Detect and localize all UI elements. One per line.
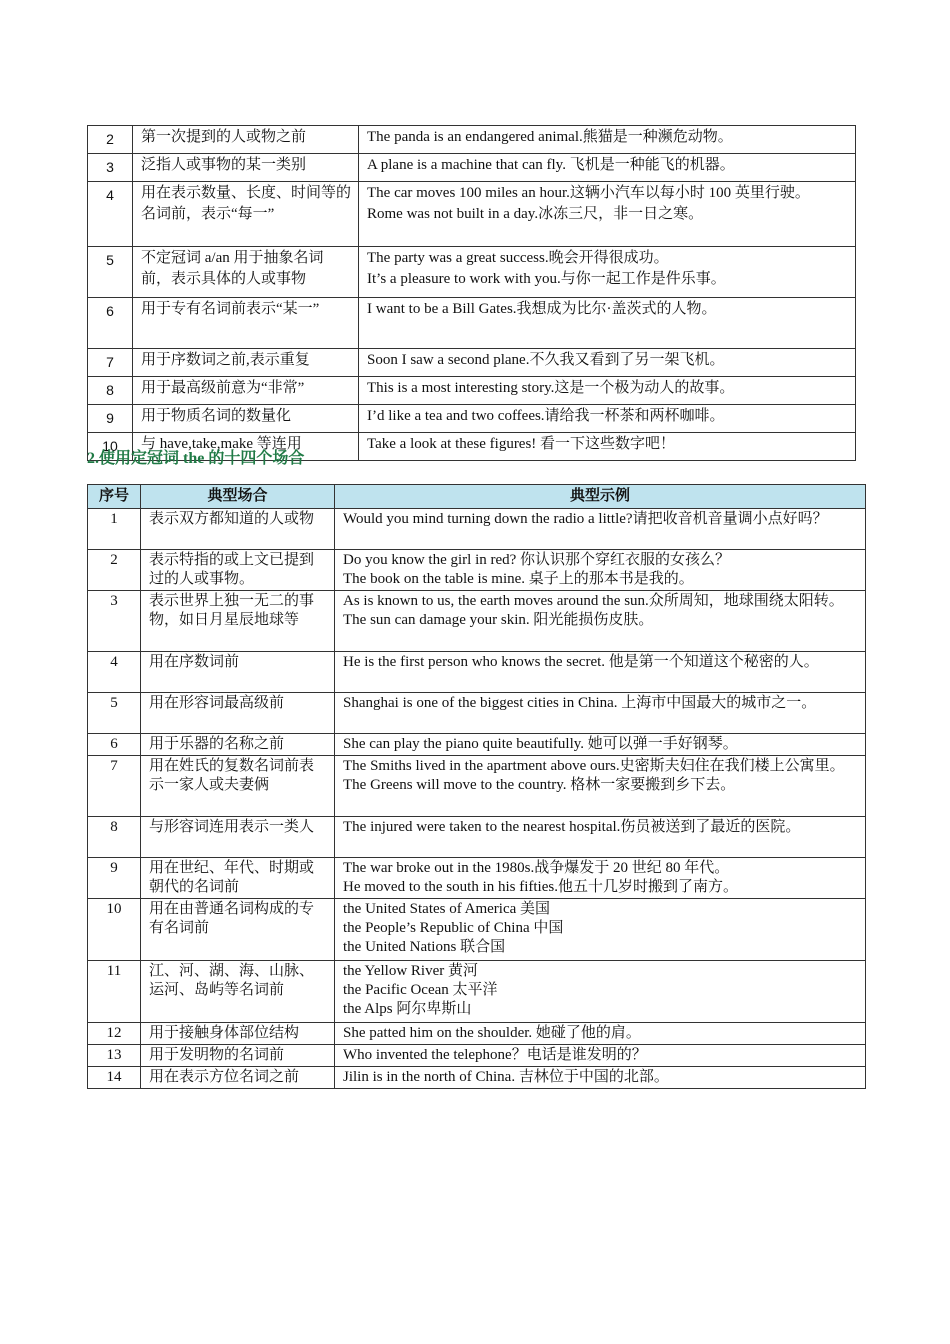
example-cell (335, 1023, 866, 1045)
example-cell (359, 126, 856, 154)
example-cell (335, 550, 866, 591)
row-number: 9 (88, 858, 141, 899)
row-number: 5 (88, 693, 141, 734)
example-cell (335, 756, 866, 817)
header-usage: 典型场合 (141, 485, 335, 509)
row-number: 1 (88, 509, 141, 550)
table-row (88, 377, 856, 405)
example-cell (359, 405, 856, 433)
usage-cell: 用于接触身体部位结构 (141, 1023, 335, 1045)
example-line: The injured were taken to the nearest hospital.伤员被送到了最近的医院。 (343, 819, 801, 835)
example-line: The sun can damage your skin. 阳光能损伤皮肤。 (343, 612, 654, 628)
row-number: 2 (88, 126, 133, 154)
row-number: 4 (88, 182, 133, 247)
row-number: 5 (88, 247, 133, 298)
example-line: She can play the piano quite beautifully. 她可以弹一手好钢琴。 (343, 736, 738, 752)
table-row (88, 961, 866, 1023)
table-row (88, 1045, 866, 1067)
row-number: 10 (88, 899, 141, 961)
row-number: 6 (88, 298, 133, 349)
usage-cell: 用在由普通名词构成的专有名词前 (141, 899, 335, 961)
table-row (88, 858, 866, 899)
example-line: Would you mind turning down the radio a little?请把收音机音量调小点好吗？ (343, 511, 828, 527)
header-examples: 典型示例 (335, 485, 866, 509)
table-row (88, 247, 856, 298)
example-cell (359, 349, 856, 377)
row-number: 7 (88, 349, 133, 377)
usage-cell: 用在姓氏的复数名词前表示一家人或夫妻俩 (141, 756, 335, 817)
table-row (88, 509, 866, 550)
example-cell (359, 298, 856, 349)
usage-cell: 用在世纪、年代、时期或朝代的名词前 (141, 858, 335, 899)
example-line: the United Nations 联合国 (343, 939, 506, 955)
table-row (88, 899, 866, 961)
table-row (88, 154, 856, 182)
table-row (88, 298, 856, 349)
example-line: The war broke out in the 1980s.战争爆发于 20 世纪 80 年代。 (343, 860, 730, 876)
table-row (88, 591, 866, 652)
table-row (88, 756, 866, 817)
example-cell (335, 961, 866, 1023)
example-cell (335, 734, 866, 756)
usage-cell: 用于乐器的名称之前 (141, 734, 335, 756)
example-line: The book on the table is mine. 桌子上的那本书是我的。 (343, 571, 694, 587)
example-line: This is a most interesting story.这是一个极为动人的故事。 (367, 380, 735, 396)
row-number: 9 (88, 405, 133, 433)
example-line: She patted him on the shoulder. 她碰了他的肩。 (343, 1025, 641, 1041)
example-cell (335, 591, 866, 652)
table-row (88, 182, 856, 247)
row-number: 7 (88, 756, 141, 817)
definite-article-table (87, 484, 866, 1089)
row-number: 8 (88, 817, 141, 858)
table-row (88, 405, 856, 433)
usage-cell: 表示双方都知道的人或物 (141, 509, 335, 550)
usage-cell: 表示特指的或上文已提到过的人或事物。 (141, 550, 335, 591)
row-number: 6 (88, 734, 141, 756)
usage-cell: 不定冠词 a/an 用于抽象名词前，表示具体的人或事物 (133, 247, 359, 298)
row-number: 14 (88, 1067, 141, 1089)
example-line: Rome was not built in a day.冰冻三尺，非一日之寒。 (367, 206, 704, 222)
usage-cell: 江、河、湖、海、山脉、运河、岛屿等名词前 (141, 961, 335, 1023)
example-line: He is the first person who knows the secret. 他是第一个知道这个秘密的人。 (343, 654, 819, 670)
example-line: the People’s Republic of China 中国 (343, 920, 564, 936)
example-cell (359, 154, 856, 182)
example-line: It’s a pleasure to work with you.与你一起工作是件乐事。 (367, 271, 726, 287)
indefinite-article-table (87, 125, 856, 461)
example-line: Who invented the telephone？电话是谁发明的？ (343, 1047, 647, 1063)
example-cell (335, 652, 866, 693)
table-row (88, 652, 866, 693)
row-number: 2 (88, 550, 141, 591)
row-number: 12 (88, 1023, 141, 1045)
usage-cell: 与形容词连用表示一类人 (141, 817, 335, 858)
table-row (88, 349, 856, 377)
example-line: A plane is a machine that can fly. 飞机是一种能飞的机器。 (367, 157, 735, 173)
example-cell (335, 509, 866, 550)
example-cell (335, 1045, 866, 1067)
usage-cell: 用于专有名词前表示“某一” (133, 298, 359, 349)
usage-cell: 与 have,take,make 等连用 (133, 433, 359, 461)
example-line: the Alps 阿尔卑斯山 (343, 1001, 472, 1017)
example-cell (359, 182, 856, 247)
example-line: I want to be a Bill Gates.我想成为比尔·盖茨式的人物。 (367, 301, 717, 317)
example-line: The car moves 100 miles an hour.这辆小汽车以每小时 100 英里行驶。 (367, 185, 810, 201)
table-row (88, 1067, 866, 1089)
table-row (88, 1023, 866, 1045)
header-row (88, 485, 866, 509)
example-cell (335, 858, 866, 899)
example-cell (335, 1067, 866, 1089)
example-line: the United States of America 美国 (343, 901, 551, 917)
row-number: 13 (88, 1045, 141, 1067)
example-line: Do you know the girl in red? 你认识那个穿红衣服的女孩么？ (343, 552, 731, 568)
example-cell (335, 899, 866, 961)
example-cell (359, 433, 856, 461)
example-cell (359, 247, 856, 298)
header-number: 序号 (88, 485, 141, 509)
row-number: 8 (88, 377, 133, 405)
example-line: As is known to us, the earth moves around the sun.众所周知，地球围绕太阳转。 (343, 593, 844, 609)
table-row (88, 734, 866, 756)
example-line: the Yellow River 黄河 (343, 963, 479, 979)
example-line: Shanghai is one of the biggest cities in China. 上海市中国最大的城市之一。 (343, 695, 817, 711)
example-line: The Greens will move to the country. 格林一家要搬到乡下去。 (343, 777, 736, 793)
row-number: 10 (88, 433, 133, 461)
example-line: Soon I saw a second plane.不久我又看到了另一架飞机。 (367, 352, 725, 368)
usage-cell: 泛指人或事物的某一类别 (133, 154, 359, 182)
usage-cell: 用于发明物的名词前 (141, 1045, 335, 1067)
example-cell (335, 693, 866, 734)
usage-cell: 用在表示数量、长度、时间等的名词前，表示“每一” (133, 182, 359, 247)
example-line: Take a look at these figures! 看一下这些数字吧！ (367, 436, 676, 452)
example-cell (335, 817, 866, 858)
example-line: The panda is an endangered animal.熊猫是一种濒危动物。 (367, 129, 733, 145)
table-row (88, 693, 866, 734)
example-line: The party was a great success.晚会开得很成功。 (367, 250, 669, 266)
example-line: The Smiths lived in the apartment above ours.史密斯夫妇住在我们楼上公寓里。 (343, 758, 845, 774)
example-line: Jilin is in the north of China. 吉林位于中国的北部。 (343, 1069, 669, 1085)
row-number: 3 (88, 154, 133, 182)
usage-cell: 表示世界上独一无二的事物，如日月星辰地球等 (141, 591, 335, 652)
table-row (88, 817, 866, 858)
example-cell (359, 377, 856, 405)
row-number: 3 (88, 591, 141, 652)
usage-cell: 用在序数词前 (141, 652, 335, 693)
usage-cell: 用于最高级前意为“非常” (133, 377, 359, 405)
table-row (88, 126, 856, 154)
usage-cell: 用于序数词之前,表示重复 (133, 349, 359, 377)
usage-cell: 用在形容词最高级前 (141, 693, 335, 734)
row-number: 11 (88, 961, 141, 1023)
usage-cell: 用在表示方位名词之前 (141, 1067, 335, 1089)
example-line: I’d like a tea and two coffees.请给我一杯茶和两杯咖啡。 (367, 408, 725, 424)
example-line: the Pacific Ocean 太平洋 (343, 982, 498, 998)
usage-cell: 用于物质名词的数量化 (133, 405, 359, 433)
section-heading: 2.使用定冠词 the 的十四个场合 (87, 450, 305, 467)
usage-cell: 第一次提到的人或物之前 (133, 126, 359, 154)
table-row (88, 550, 866, 591)
row-number: 4 (88, 652, 141, 693)
example-line: He moved to the south in his fifties.他五十几岁时搬到了南方。 (343, 879, 738, 895)
